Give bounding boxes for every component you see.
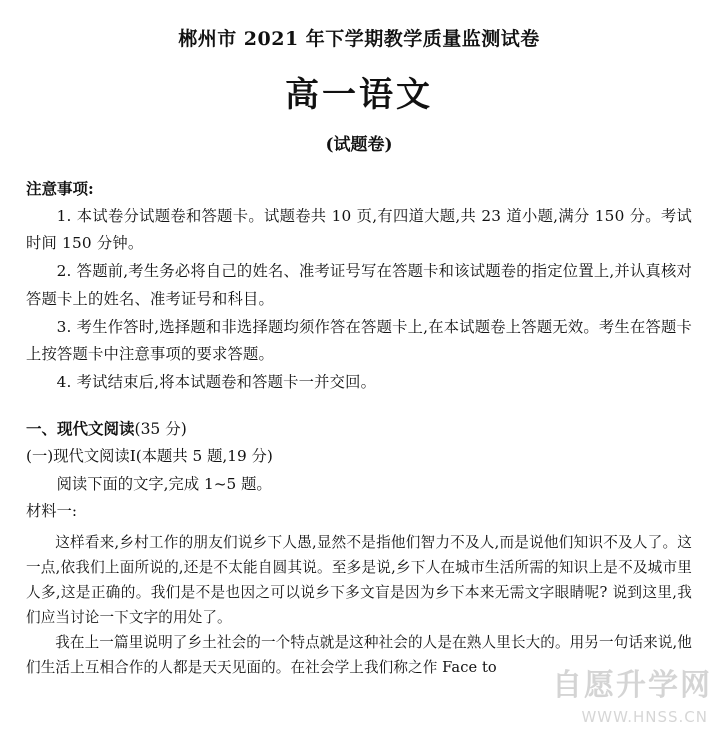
material-body [26, 530, 692, 681]
material-label: 材料一: [26, 502, 78, 521]
body-paragraph: 这样看来,乡村工作的朋友们说乡下人愚,显然不是指他们智力不及人,而是说他们知识不及人了。这一点,依我们上面所说的,还是不太能自圆其说。至多是说,乡下人在城市生活所需的知识上是不及城市里人多,这是正确的。我们是不是也因之可以说乡下多文盲是因为乡下本来无需文字眼睛呢? 说到这里,我们应当讨论一下文字的用处了。 [26, 534, 692, 627]
section-one-score: (35 分) [134, 419, 187, 438]
section-one-heading [26, 415, 692, 444]
notice-item: 1. 本试卷分试题卷和答题卡。试题卷共 10 页,有四道大题,共 23 道小题,满分 150 分。考试时间 150 分钟。 [26, 207, 692, 253]
watermark-text: 自愿升学网 [552, 668, 712, 703]
watermark-url: WWW.HNSS.CN [581, 708, 708, 726]
paper-type-note: (试题卷) [325, 135, 393, 155]
subject-title: 高一语文 [285, 75, 433, 115]
section-one-number: 一、现代文阅读 [26, 418, 135, 438]
subsection-heading: (一)现代文阅读Ⅰ(本题共 5 题,19 分) [26, 447, 273, 466]
subsection-instruction: 阅读下面的文字,完成 1~5 题。 [56, 474, 272, 493]
notice-list [26, 203, 692, 397]
notice-item: 4. 考试结束后,将本试题卷和答题卡一并交回。 [56, 373, 377, 392]
notice-heading: 注意事项: [26, 179, 94, 198]
notice-item: 3. 考生作答时,选择题和非选择题均须作答在答题卡上,在本试题卷上答题无效。考生在答题卡上按答题卡中注意事项的要求答题。 [26, 317, 692, 364]
body-paragraph: 我在上一篇里说明了乡土社会的一个特点就是这种社会的人是在熟人里长大的。用另一句话来说,他们生活上互相合作的人都是天天见面的。在社会学上我们称之作 Face to [26, 634, 692, 677]
page-title: 郴州市 2021 年下学期教学质量监测试卷 [178, 28, 540, 50]
notice-item: 2. 答题前,考生务必将自己的姓名、准考证号写在答题卡和该试题卷的指定位置上,并认真核对答题卡上的姓名、准考证号和科目。 [26, 262, 692, 308]
